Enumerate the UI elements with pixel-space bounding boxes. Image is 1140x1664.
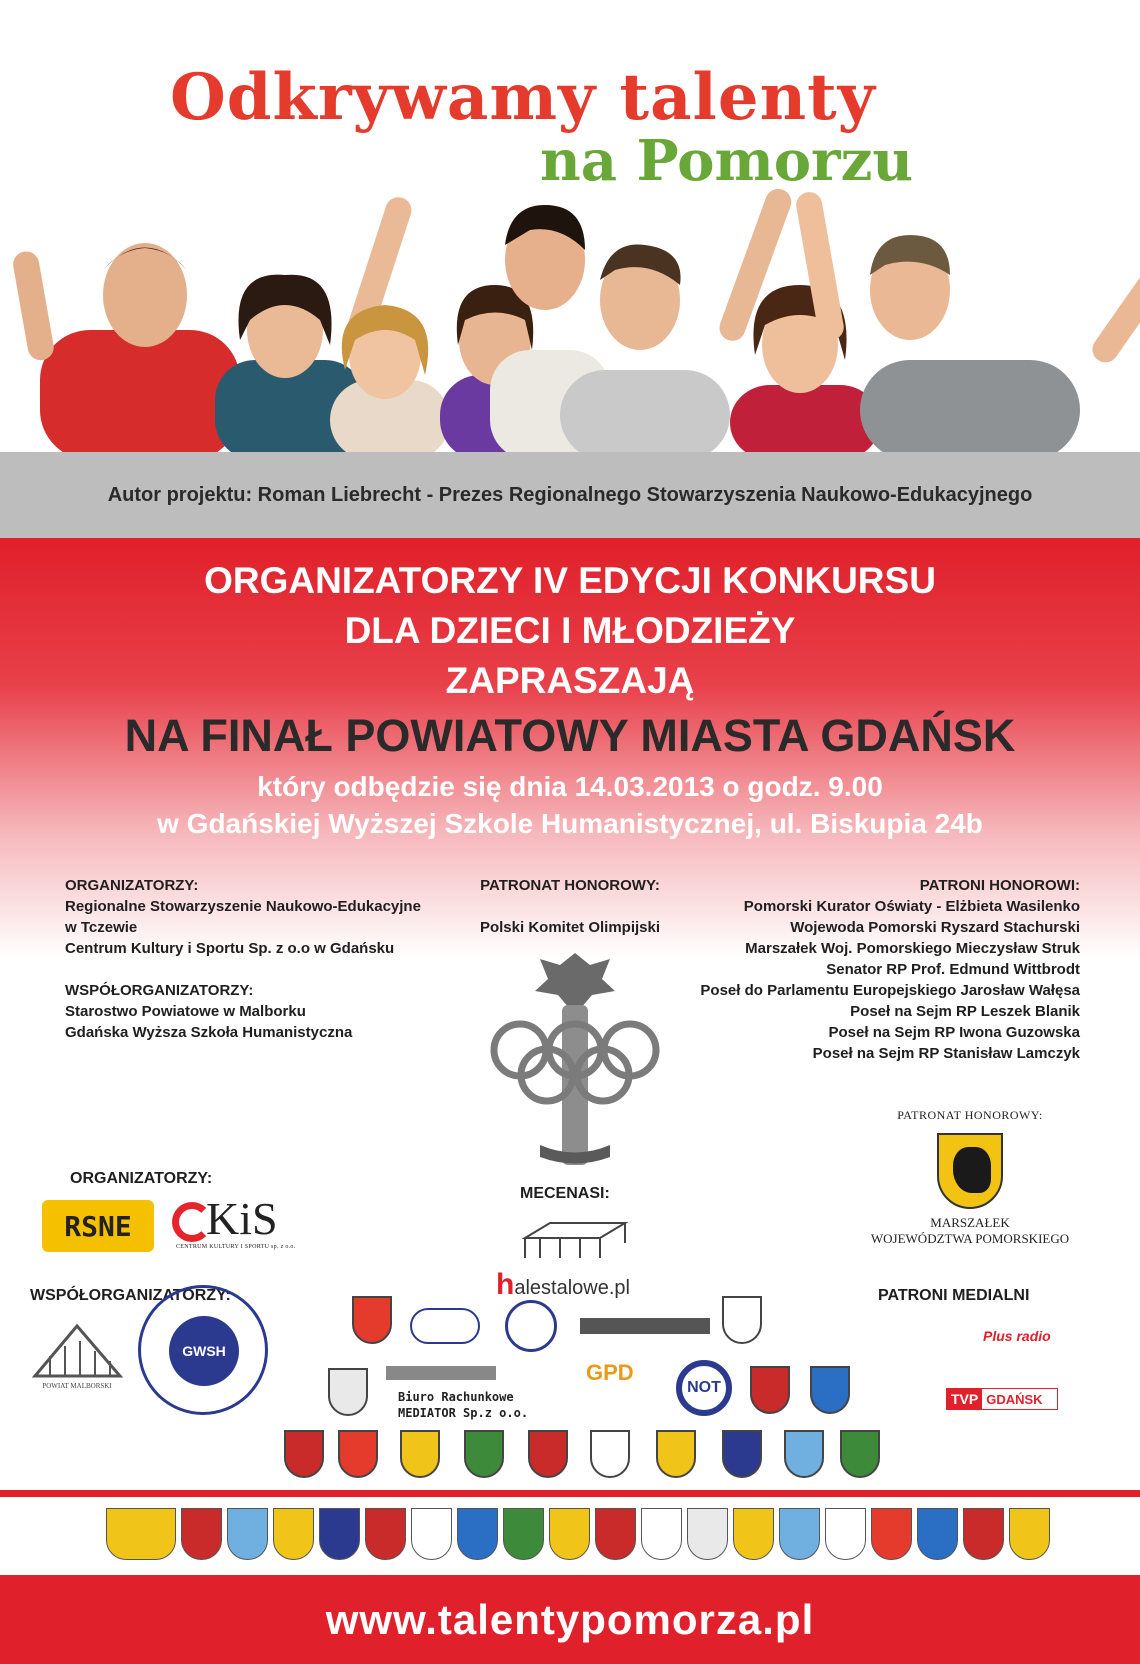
coorganizer-item: Starostwo Powiatowe w Malborku bbox=[65, 1003, 306, 1020]
red-divider bbox=[0, 1490, 1140, 1497]
crest-icon bbox=[963, 1508, 1004, 1560]
announce-date: który odbędzie się dnia 14.03.2013 o godz. 9.00 bbox=[257, 771, 883, 802]
plus-radio-logo: Plus radio bbox=[983, 1328, 1051, 1344]
eagle-coat-icon bbox=[722, 1296, 762, 1344]
not-logo: NOT bbox=[676, 1360, 732, 1416]
crest-icon bbox=[825, 1508, 866, 1560]
tvp-logo-text: TVP bbox=[947, 1389, 982, 1409]
logos-organizers-label: ORGANIZATORZY: bbox=[70, 1170, 213, 1187]
olympic-committee-emblem-icon bbox=[480, 945, 670, 1170]
patron-item: Pomorski Kurator Oświaty - Elżbieta Wasilenko bbox=[743, 898, 1080, 915]
mediator-line-1: Biuro Rachunkowe bbox=[398, 1390, 514, 1404]
town-coat-icon bbox=[590, 1430, 630, 1478]
honorary-patrons-heading: PATRONI HONOROWI: bbox=[919, 877, 1080, 894]
town-coat-icon bbox=[810, 1366, 850, 1414]
announce-line-2: DLA DZIECI I MŁODZIEŻY bbox=[344, 610, 796, 651]
mediator-line-2: MEDIATOR Sp.z o.o. bbox=[398, 1406, 529, 1420]
town-coat-icon bbox=[328, 1368, 368, 1416]
announce-line-3: ZAPRASZAJĄ bbox=[445, 660, 695, 701]
gwsh-logo bbox=[138, 1285, 268, 1415]
crest-icon bbox=[917, 1508, 958, 1560]
honorary-patronage-item: Polski Komitet Olimpijski bbox=[479, 919, 661, 936]
security-agency-logo bbox=[505, 1300, 557, 1352]
crest-icon bbox=[871, 1508, 912, 1560]
media-patrons-label: PATRONI MEDIALNI bbox=[878, 1287, 1030, 1304]
marszalek-line-1: MARSZAŁEK bbox=[930, 1215, 1010, 1230]
gdansk-crest-icon bbox=[106, 1508, 176, 1560]
town-coat-icon bbox=[840, 1430, 880, 1478]
organizer-item: w Tczewie bbox=[65, 919, 138, 936]
honorary-patrons-column bbox=[660, 875, 1080, 1064]
organizers-heading: ORGANIZATORZY: bbox=[65, 877, 199, 894]
coorganizer-item: Gdańska Wyższa Szkoła Humanistyczna bbox=[65, 1024, 353, 1041]
logos-coorganizers-label: WSPÓŁORGANIZATORZY: bbox=[30, 1287, 231, 1304]
crest-icon bbox=[503, 1508, 544, 1560]
website-link[interactable]: www.talentypomorza.pl bbox=[325, 1595, 815, 1643]
town-coat-icon bbox=[722, 1430, 762, 1478]
honorary-patronage-heading: PATRONAT HONOROWY: bbox=[480, 877, 660, 894]
patron-item: Senator RP Prof. Edmund Wittbrodt bbox=[826, 961, 1080, 978]
crest-icon bbox=[641, 1508, 682, 1560]
rsne-logo bbox=[42, 1200, 154, 1252]
footer-banner bbox=[0, 1575, 1140, 1664]
author-text: Autor projektu: Roman Liebrecht - Prezes Regionalnego Stowarzyszenia Naukowo-Edukacyjnego bbox=[107, 483, 1033, 506]
marszalek-label: PATRONAT HONOROWY: bbox=[897, 1108, 1043, 1122]
kis-logo-sub: CENTRUM KULTURY I SPORTU sp. z o.o. bbox=[176, 1244, 296, 1250]
malbork-text: POWIAT MALBORSKI bbox=[42, 1382, 112, 1390]
crest-icon bbox=[457, 1508, 498, 1560]
rsne-logo-text: RSNE bbox=[64, 1209, 132, 1243]
town-coat-icon bbox=[464, 1430, 504, 1478]
people-illustration bbox=[0, 170, 1140, 455]
kis-logo bbox=[172, 1193, 307, 1256]
title-art bbox=[160, 40, 960, 194]
halestalowe-h: h bbox=[496, 1268, 515, 1301]
marszalek-patronage bbox=[860, 1108, 1080, 1247]
patron-item: Poseł na Sejm RP Stanisław Lamczyk bbox=[812, 1045, 1080, 1062]
crest-icon bbox=[411, 1508, 452, 1560]
author-band bbox=[0, 452, 1140, 538]
announce-line-4: NA FINAŁ POWIATOWY MIASTA GDAŃSK bbox=[124, 710, 1016, 761]
gwsh-logo-text: GWSH bbox=[169, 1316, 239, 1386]
patron-item: Poseł na Sejm RP Leszek Blanik bbox=[850, 1003, 1080, 1020]
announce-venue: w Gdańskiej Wyższej Szkole Humanistycznej, ul. Biskupia 24b bbox=[157, 808, 983, 839]
crest-icon bbox=[1009, 1508, 1050, 1560]
tvp-gdansk-logo bbox=[946, 1388, 1058, 1410]
town-coat-icon bbox=[656, 1430, 696, 1478]
crest-icon bbox=[273, 1508, 314, 1560]
mar-med-logo bbox=[410, 1308, 480, 1344]
patron-item: Poseł na Sejm RP Iwona Guzowska bbox=[828, 1024, 1080, 1041]
wawel-logo bbox=[386, 1366, 496, 1380]
tvp-gdansk-text: GDAŃSK bbox=[986, 1392, 1043, 1407]
coorganizers-heading: WSPÓŁORGANIZATORZY: bbox=[65, 982, 254, 999]
crest-icon bbox=[227, 1508, 268, 1560]
sponsor-banner-logo bbox=[580, 1318, 710, 1334]
halestalowe-logo bbox=[496, 1268, 630, 1302]
patron-item: Marszałek Woj. Pomorskiego Mieczysław Struk bbox=[745, 940, 1080, 957]
crest-icon bbox=[365, 1508, 406, 1560]
crest-icon bbox=[319, 1508, 360, 1560]
announce-line-1: ORGANIZATORZY IV EDYCJI KONKURSU bbox=[204, 560, 936, 601]
crest-icon bbox=[733, 1508, 774, 1560]
crest-icon bbox=[595, 1508, 636, 1560]
halestalowe-text: alestalowe.pl bbox=[514, 1277, 630, 1299]
griffin-crest-icon bbox=[937, 1133, 1003, 1209]
steel-hall-icon bbox=[520, 1218, 630, 1260]
crest-icon bbox=[181, 1508, 222, 1560]
town-coat-icon bbox=[750, 1366, 790, 1414]
organizer-item: Regionalne Stowarzyszenie Naukowo-Edukacyjne bbox=[65, 898, 421, 915]
honorary-patronage-column bbox=[450, 875, 690, 938]
patrons-label: MECENASI: bbox=[520, 1185, 610, 1202]
municipal-crests-row bbox=[106, 1508, 1050, 1560]
town-coat-icon bbox=[528, 1430, 568, 1478]
town-coat-icon bbox=[784, 1430, 824, 1478]
town-coat-icon bbox=[400, 1430, 440, 1478]
town-coat-icon bbox=[284, 1430, 324, 1478]
marszalek-line-2: WOJEWÓDZTWA POMORSKIEGO bbox=[870, 1231, 1070, 1246]
kis-logo-text: KiS bbox=[206, 1193, 278, 1244]
patron-item: Poseł do Parlamentu Europejskiego Jarosław Wałęsa bbox=[700, 982, 1080, 999]
patron-item: Wojewoda Pomorski Ryszard Stachurski bbox=[790, 919, 1080, 936]
crest-icon bbox=[549, 1508, 590, 1560]
powiat-malborski-logo bbox=[30, 1316, 125, 1392]
crest-icon bbox=[779, 1508, 820, 1560]
organizers-column bbox=[65, 875, 445, 1043]
gpd-logo: GPD bbox=[586, 1360, 634, 1385]
town-coat-icon bbox=[338, 1430, 378, 1478]
title-word-2: na Pomorzu bbox=[540, 128, 914, 194]
organizer-item: Centrum Kultury i Sportu Sp. z o.o w Gdańsku bbox=[65, 940, 395, 957]
coat-of-arms-icon bbox=[352, 1296, 392, 1344]
title-line-1 bbox=[170, 60, 876, 135]
crest-icon bbox=[687, 1508, 728, 1560]
title-word-1: Odkrywamy talenty bbox=[170, 60, 876, 135]
hero-photo bbox=[0, 170, 1140, 455]
